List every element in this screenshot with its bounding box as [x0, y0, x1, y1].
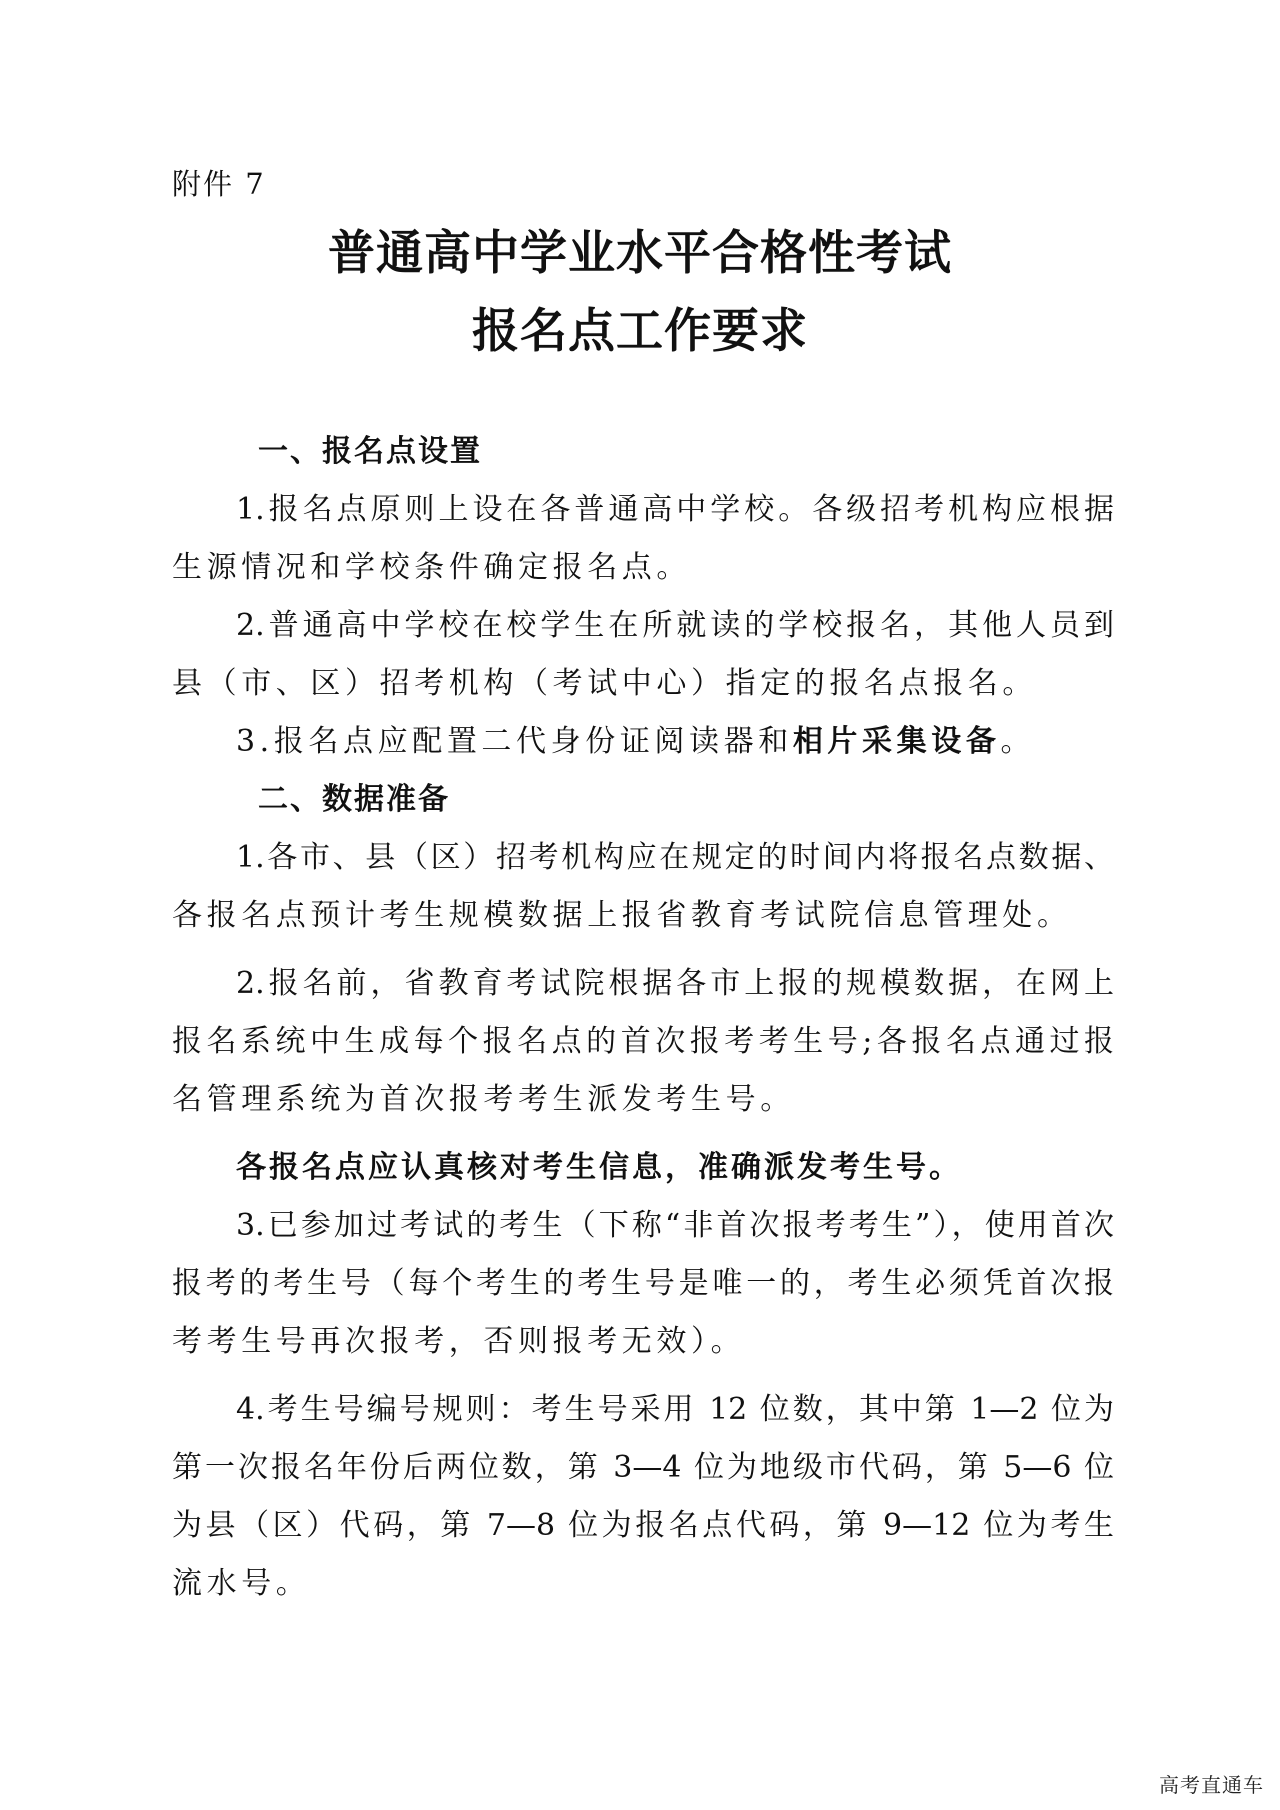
spacer: [172, 945, 1114, 955]
section-2-paragraph-3-line-3: 考考生号再次报考，否则报考无效）。: [172, 1324, 746, 1359]
section-2-paragraph-4-line-1: 4.考生号编号规则：考生号采用 12 位数，其中第 1—2 位为: [236, 1392, 1114, 1427]
section-2-paragraph-2-line-1: 2.报名前，省教育考试院根据各市上报的规模数据，在网上: [236, 966, 1114, 1001]
section-2-paragraph-3-line-1: 3.已参加过考试的考生（下称“非首次报考考生”），使用首次: [236, 1208, 1114, 1243]
section-2-paragraph-4-line-3: 为县（区）代码，第 7—8 位为报名点代码，第 9—12 位为考生: [172, 1508, 1114, 1543]
section-1-paragraph-3-end: 。: [1000, 724, 1036, 759]
document-title-line-1: 普通高中学业水平合格性考试: [328, 226, 952, 281]
spacer: [172, 1371, 1114, 1381]
section-1-heading: 一、报名点设置: [258, 434, 482, 469]
section-1-paragraph-2-line-1: 2.普通高中学校在校学生在所就读的学校报名，其他人员到: [236, 608, 1114, 643]
section-1-paragraph-1-line-1: 1.报名点原则上设在各普通高中学校。各级招考机构应根据: [236, 492, 1114, 527]
watermark: 高考直通车: [1159, 1773, 1264, 1797]
section-1-paragraph-3-text: 3.报名点应配置二代身份证阅读器和: [236, 724, 793, 759]
document-title-line-2: 报名点工作要求: [472, 304, 808, 359]
section-1-paragraph-1-line-2: 生源情况和学校条件确定报名点。: [172, 550, 691, 585]
section-2-paragraph-4-line-2: 第一次报名年份后两位数，第 3—4 位为地级市代码，第 5—6 位: [172, 1450, 1114, 1485]
section-2-emphasis-line: 各报名点应认真核对考生信息，准确派发考生号。: [236, 1150, 962, 1185]
section-1-paragraph-2-line-2: 县（市、区）招考机构（考试中心）指定的报名点报名。: [172, 666, 1037, 701]
section-2-paragraph-2-line-3: 名管理系统为首次报考考生派发考生号。: [172, 1082, 795, 1117]
section-2-paragraph-4-line-4: 流水号。: [172, 1566, 311, 1601]
document-body: [172, 423, 1114, 1613]
attachment-label: 附件 7: [172, 167, 266, 201]
section-2-paragraph-1-line-2: 各报名点预计考生规模数据上报省教育考试院信息管理处。: [172, 898, 1072, 933]
section-2-paragraph-2-line-2: 报名系统中生成每个报名点的首次报考考生号;各报名点通过报: [172, 1024, 1114, 1059]
section-2-paragraph-1-line-1: 1.各市、县（区）招考机构应在规定的时间内将报名点数据、: [236, 840, 1114, 875]
section-1-paragraph-3: [172, 713, 1114, 771]
section-2-paragraph-3-line-2: 报考的考生号（每个考生的考生号是唯一的，考生必须凭首次报: [172, 1266, 1114, 1301]
section-1-paragraph-3-emphasis: 相片采集设备: [792, 724, 1001, 759]
spacer: [172, 1129, 1114, 1139]
section-2-heading: 二、数据准备: [258, 782, 450, 817]
